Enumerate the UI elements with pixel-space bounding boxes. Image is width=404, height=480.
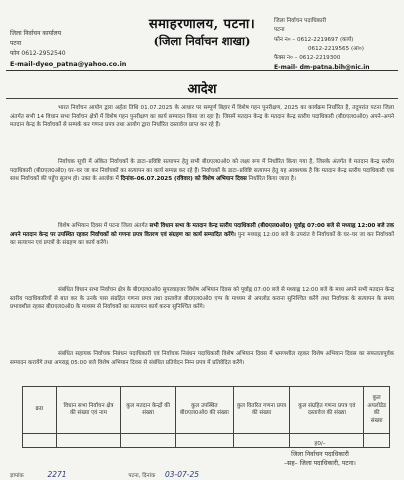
signature-sd: ह0/– — [314, 441, 326, 447]
col-blo-present: कुल उपस्थित बी0एल0ओ0 की संख्या — [176, 387, 234, 434]
memo-line — [10, 470, 199, 479]
col-forms-distributed: कुल वितरित गणना प्रपत्र की संख्या — [233, 387, 290, 434]
letterhead-center — [138, 14, 266, 49]
office-subtitle: (जिला निर्वाचन शाखा) — [153, 34, 251, 48]
right-phone: फोन न० – 0612-2219697 (कार्य) — [274, 36, 354, 43]
letterhead — [0, 0, 404, 70]
paragraph-4: संबंधित विधान सभा निर्वाचन क्षेत्र के बी0एल0ओ0 सुपरवाइजर विशेष अभियान दिवस को पूर्वाह्न 07:00 बजे से मध्याह्न 12:00 बजे के मध्य अपने सभी मतदान केन्द्र स्तरीय पदाधिकारियों से बात कर के उनके पास संग्रहित गणना प्रपत्र तथा दस्तावेज बी0एल0ओ0 एप्प के माध्यम से अपलोड कराना सुनिश्चित करेंगे तथा निर्वाचक के सत्यापन के समय प्रभावशील रहकर बी0एल0ओ0 के माध्यम से निर्वाचकों का सत्यापन कार्य करना सुनिश्चित करेंगे। — [10, 287, 394, 311]
memo-place-date: पटना, दिनांक — [128, 473, 156, 479]
header-divider — [6, 70, 398, 71]
letterhead-right — [274, 17, 400, 73]
left-email: E-mail-dyeo_patna@yahoo.co.in — [10, 60, 127, 68]
signatory-designation: –सह– जिला पदाधिकारी, पटना। — [284, 460, 356, 467]
col-assembly: विधान सभा निर्वाचन क्षेत्र की संख्या एवं नाम — [56, 387, 120, 434]
col-uploaded: कुल अपलोडेड की संख्या — [364, 387, 390, 434]
right-phone-2: 0612-2219565 (आ०) — [308, 45, 364, 52]
right-fax: फैक्स न० – 0612-2219300 — [274, 55, 341, 62]
paragraph-2-text: निर्वाचक सूची में अंकित निर्वाचकों के डाटा–प्रविष्टि सत्यापन हेतु सभी बी0एल0ओ0 को लक्ष्य रूप में निर्धारित किया गया है, जिसके अंतर्गत वे मतदान केन्द्र स्तरीय पदाधिकारी (बी0एल0ओ0) घर–घर जा कर निर्वाचकों का सत्यापन का कार्य सम्पन्न कर रहे हैं। निर्वाचकों के डाटा–प्रविष्टि सत्यापन हेतु यह आवश्यक है कि मतदान केन्द्र स्तरीय पदाधिकारी एक साथ निर्वाचकों की पहुँच सुलभ हो। उक्त के आलोक में — [10, 159, 394, 183]
table-cell — [176, 434, 234, 448]
col-forms-collected: कुल संग्रहित गणना प्रपत्र एवं दस्तावेज की संख्या — [290, 387, 364, 434]
report-format-table — [22, 386, 390, 448]
signatory-name: जिला निर्वाचन पदाधिकारी — [291, 450, 349, 458]
paragraph-2 — [10, 158, 394, 217]
table-cell — [56, 434, 120, 448]
order-title: आदेश — [187, 82, 217, 97]
office-title: समाहरणालय, पटना। — [148, 17, 256, 32]
table-cell — [121, 434, 176, 448]
paragraph-5: संबंधित सहायक निर्वाचक निबंधन पदाधिकारी एवं निर्वाचक निबंधन पदाधिकारी विशेष अभियान दिवस में भ्रमणशील रहकर विशेष अभियान दिवस का सफलतापूर्वक सम्पादन करायेंगे तथा अपराह्न 05:00 बजे विशेष अभियान दिवस से संबंधित प्रतिवेदन निम्न प्रपत्र में प्रतिवेदित करेंगे। — [10, 351, 394, 366]
paragraph-2-end: निर्धारित किया जाता है। — [246, 176, 296, 183]
left-location: पटना — [10, 40, 22, 47]
letterhead-left — [10, 29, 126, 69]
paragraph-3-end: पुनः मध्याह्न 12:00 बजे के उपरांत वे निर्वाचकों के घर–घर जा कर निर्वाचकों का सत्यापन एवं प्रपत्रों के संग्रहण का कार्य करेंगे। — [10, 231, 394, 247]
right-office: जिला निर्वाचन पदाधिकारी — [274, 18, 327, 24]
left-phone: फोन 0612-2952540 — [10, 50, 66, 57]
special-campaign-date: दिनांक–06.07.2025 (रविवार) को विशेष अभियान दिवस — [120, 176, 247, 183]
paragraph-3-text: विशेष अभियान दिवस में पटना जिला अंतर्गत — [58, 223, 150, 229]
left-office: जिला निर्वाचन कार्यालय — [10, 30, 62, 37]
title-divider — [6, 98, 398, 99]
paragraph-3 — [10, 222, 394, 281]
right-location: पटना — [274, 27, 285, 34]
table-header-row — [23, 387, 390, 434]
blo-instruction: सभी विधान सभा के मतदान केन्द्र स्तरीय पदाधिकारी (बी0एल0ओ0) पूर्वाह्न 07:00 बजे से मध्याह्न 12:00 बजे तक अपने मतदान केन्द्र पर उपस्थित रहकर निर्वाचकों को गणना प्रपत्र वितरण एवं संग्रहण का कार्य सम्पादित करेंगे। — [10, 223, 394, 238]
memo-date: 03-07-25 — [165, 470, 200, 479]
paragraph-1: भारत निर्वाचन आयोग द्वारा अर्हता तिथि 01.07.2025 के आधार पर सम्पूर्ण बिहार में विशेष गहन पुनरीक्षण, 2025 का कार्यक्रम निर्धारित है, तदुपरांत पटना जिला अंतर्गत सभी 14 विधान सभा निर्वाचन क्षेत्रों में विशेष गहन पुनरीक्षण का कार्य सम्पादन किया जा रहा है। जिसमें मतदान केन्द्र के मतदान केन्द्र स्तरीय पदाधिकारी (बी0एल0ओ0) अपने–अपने मतदान केन्द्र के निर्वाचकों से सम्पर्क कर गणना प्रपत्र तथा आयोग द्वारा निर्धारित दस्तावेज प्राप्त कर रहे हैं। — [10, 105, 394, 129]
table-cell — [23, 434, 57, 448]
col-polling-stations: कुल मतदान केन्द्रों की संख्या — [121, 387, 176, 434]
col-serial: क्र0 — [23, 387, 57, 434]
memo-label: ज्ञापांक — [10, 473, 24, 479]
memo-number: 2271 — [47, 470, 67, 479]
signature-block — [260, 440, 380, 469]
right-email: E-mail- dm-patna.bih@nic.in — [274, 64, 370, 72]
